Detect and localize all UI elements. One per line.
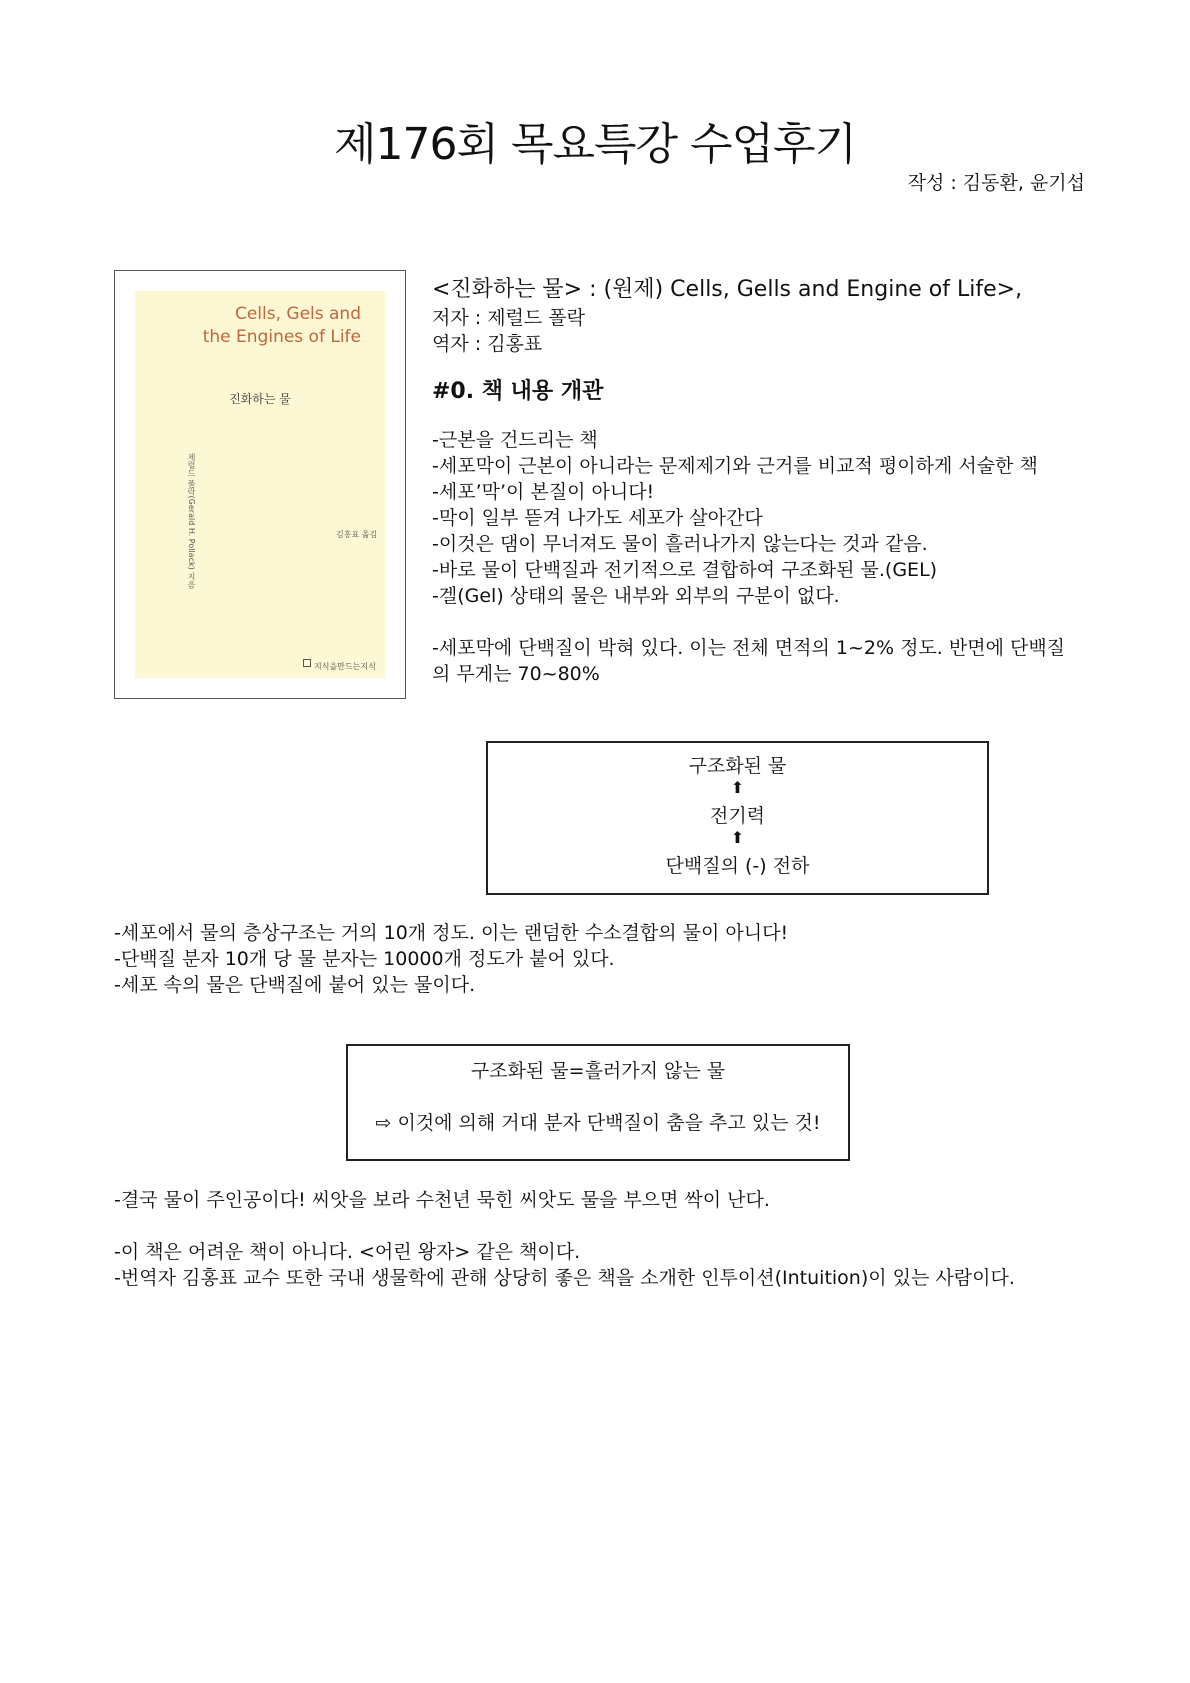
structure-diagram-box <box>486 741 989 895</box>
list-item: -세포’막’이 본질이 아니다! <box>432 481 655 503</box>
closing-notes <box>114 1187 1015 1291</box>
section-heading: #0. 책 내용 개관 <box>432 379 604 404</box>
summary-list <box>432 427 1092 687</box>
cover-title-line1: Cells, Gels and <box>234 304 361 324</box>
cover-title-line2: the Engines of Life <box>202 327 361 347</box>
diagram-middle-label: 전기력 <box>709 805 766 827</box>
middle-notes <box>114 920 788 998</box>
book-info <box>432 275 1092 687</box>
list-item: -단백질 분자 10개 당 물 분자는 10000개 정도가 붙어 있다. <box>114 948 615 970</box>
cover-korean-title: 진화하는 물 <box>229 392 291 406</box>
book-title-line: <진화하는 물> : (원제) Cells, Gells and Engine of Life>, <box>432 277 1023 302</box>
book-cover-frame <box>114 270 406 699</box>
cover-author-vertical: 제럴드 폴락(Gerald H. Pollack) 지음 <box>187 453 196 589</box>
list-item: -근본을 건드리는 책 <box>432 429 598 451</box>
list-item: -세포막이 근본이 아니라는 문제제기와 근거를 비교적 평이하게 서술한 책 <box>432 455 1038 477</box>
list-item: -세포 속의 물은 단백질에 붙어 있는 물이다. <box>114 974 476 996</box>
diagram-top-label: 구조화된 물 <box>688 755 787 777</box>
box-line1: 구조화된 물=흘러가지 않는 물 <box>470 1060 726 1082</box>
box-line2: ⇨ 이것에 의해 거대 분자 단백질이 춤을 추고 있는 것! <box>375 1112 821 1134</box>
author-credit: 작성 : 김동환, 윤기섭 <box>907 172 1085 194</box>
list-item: -이것은 댐이 무너져도 물이 흘러나가지 않는다는 것과 같음. <box>432 533 928 555</box>
cover-translator: 김홍표 옮김 <box>336 530 378 539</box>
list-item: -이 책은 어려운 책이 아니다. <어린 왕자> 같은 책이다. <box>114 1241 581 1263</box>
up-arrow-icon: ⬆ <box>730 778 745 797</box>
book-author-line: 저자 : 제럴드 폴락 <box>432 307 585 329</box>
list-item: -막이 일부 뜯겨 나가도 세포가 살아간다 <box>432 507 763 529</box>
list-item: -번역자 김홍표 교수 또한 국내 생물학에 관해 상당히 좋은 책을 소개한 인투이션(Intuition)이 있는 사람이다. <box>114 1267 1015 1289</box>
page-title: 제176회 목요특강 수업후기 <box>334 119 856 170</box>
publisher-logo-icon <box>303 659 311 667</box>
structured-water-box <box>346 1044 850 1161</box>
book-translator-line: 역자 : 김홍표 <box>432 333 543 355</box>
list-item: -겔(Gel) 상태의 물은 내부와 외부의 구분이 없다. <box>432 585 840 607</box>
list-item: -바로 물이 단백질과 전기적으로 결합하여 구조화된 물.(GEL) <box>432 559 938 581</box>
cover-publisher: 지식을만드는지식 <box>314 662 376 671</box>
cover-english-title <box>203 303 361 349</box>
book-cover-image <box>135 291 385 678</box>
up-arrow-icon: ⬆ <box>730 828 745 847</box>
diagram-bottom-label: 단백질의 (-) 전하 <box>665 855 810 877</box>
paragraph-line: -세포막에 단백질이 박혀 있다. 이는 전체 면적의 1~2% 정도. 반면에 단백질 <box>432 637 1066 659</box>
list-item: -결국 물이 주인공이다! 씨앗을 보라 수천년 묵힌 씨앗도 물을 부으면 싹이 난다. <box>114 1189 770 1211</box>
list-item: -세포에서 물의 층상구조는 거의 10개 정도. 이는 랜덤한 수소결합의 물이 아니다! <box>114 922 789 944</box>
paragraph-line: 의 무게는 70~80% <box>432 663 600 685</box>
